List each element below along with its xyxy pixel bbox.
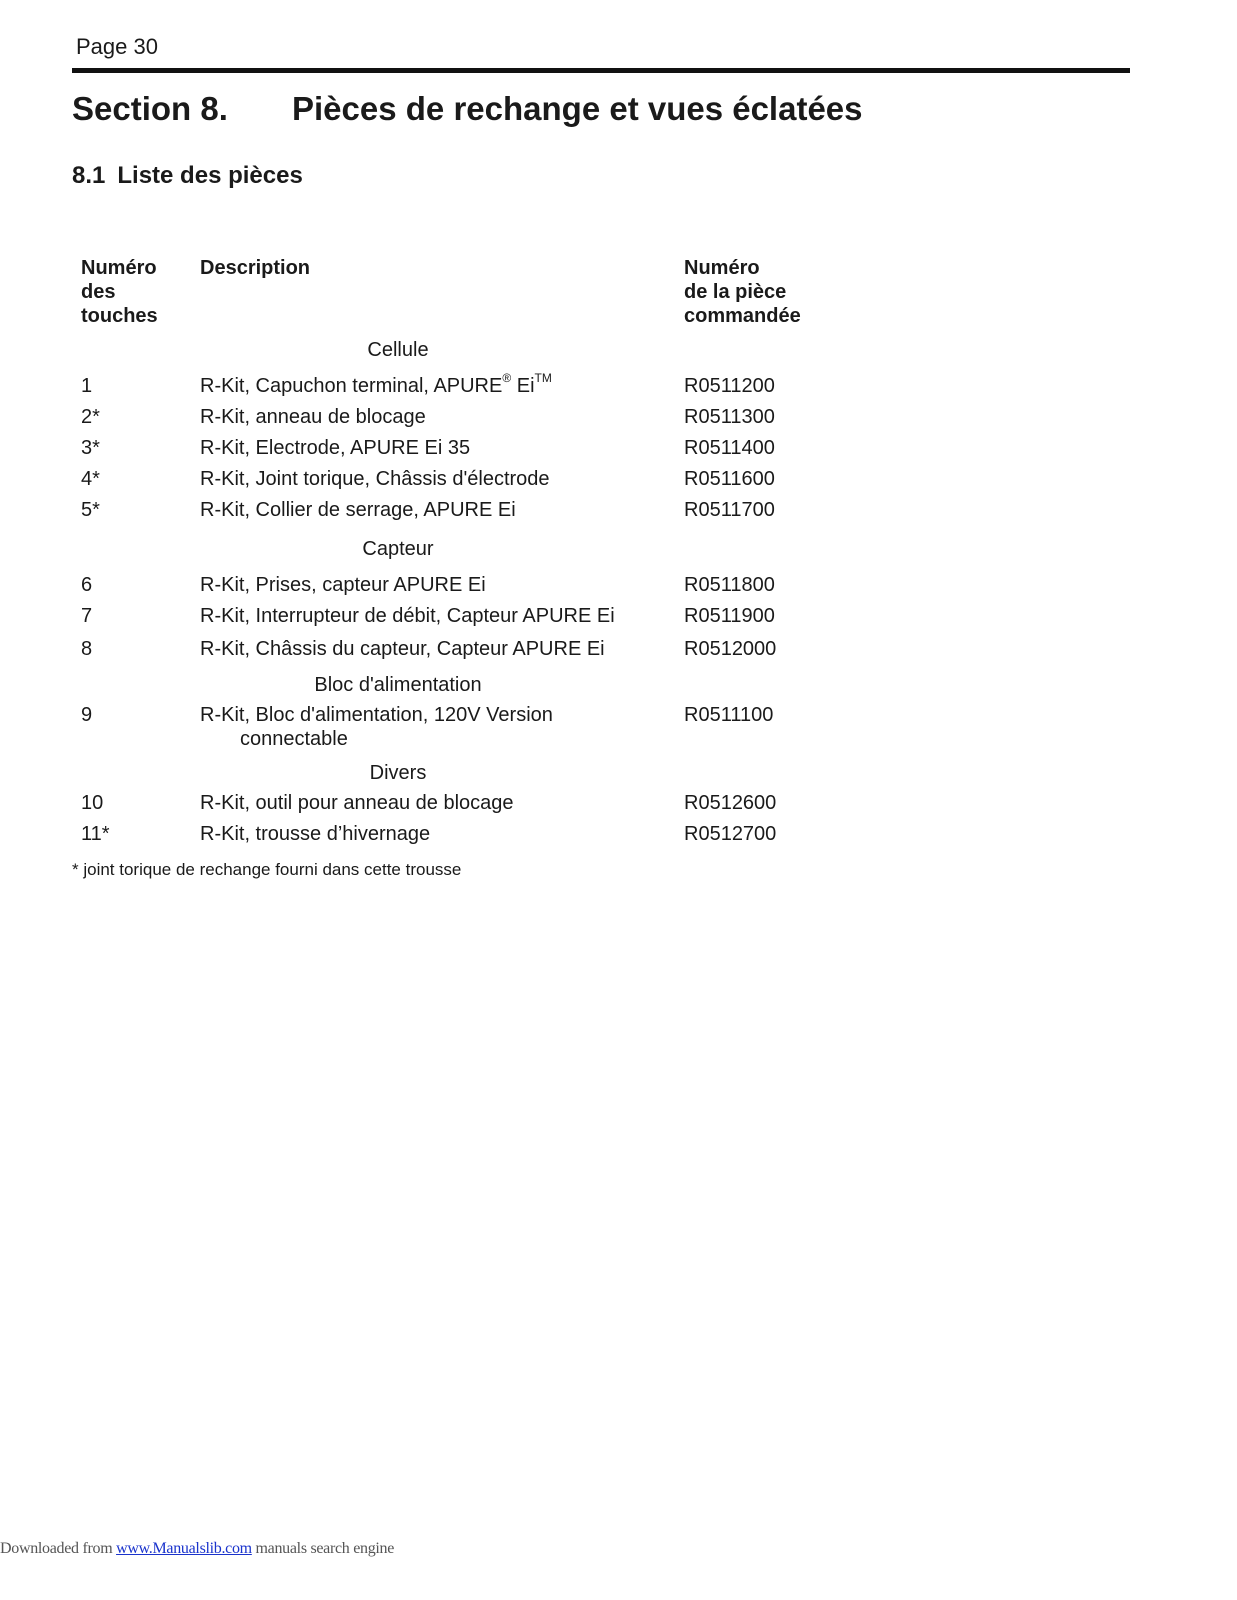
- row-key: 2*: [81, 406, 100, 428]
- table-row: [81, 371, 841, 405]
- row-part-number: R0511800: [684, 574, 775, 596]
- row-description: R-Kit, anneau de blocage: [200, 406, 426, 428]
- row-part-number: R0512000: [684, 638, 777, 660]
- section-heading: Pièces de rechange et vues éclatées: [292, 90, 863, 127]
- row-key: 9: [81, 704, 93, 726]
- manualslib-link[interactable]: www.Manualslib.com: [116, 1540, 252, 1557]
- group-title-bloc-alimentation: Bloc d'alimentation: [314, 674, 482, 696]
- header-part-line: Numéro: [684, 257, 760, 279]
- row-description: R-Kit, Interrupteur de débit, Capteur APURE Ei: [200, 605, 615, 627]
- header-part-line: commandée: [684, 305, 801, 327]
- download-banner: [0, 1540, 394, 1558]
- table-row: [81, 637, 841, 673]
- row-part-number: R0511900: [684, 605, 775, 627]
- row-description-text: Ei: [511, 375, 535, 397]
- header-key-number: [81, 256, 191, 328]
- table-row: [81, 822, 841, 853]
- subsection-heading: Liste des pièces: [117, 162, 303, 189]
- row-description: R-Kit, outil pour anneau de blocage: [200, 792, 514, 814]
- header-part-number: [684, 256, 801, 328]
- row-part-number: R0511200: [684, 375, 775, 397]
- header-description: Description: [200, 257, 311, 279]
- registered-mark: ®: [502, 371, 512, 386]
- row-description-text: R-Kit, Capuchon terminal, APURE: [200, 375, 503, 397]
- subsection-number: 8.1: [72, 162, 106, 189]
- row-description: [200, 371, 670, 398]
- download-prefix: Downloaded from: [0, 1540, 117, 1557]
- subsection-title: [72, 162, 303, 190]
- row-key: 6: [81, 574, 93, 596]
- footnote: * joint torique de rechange fourni dans cette trousse: [72, 860, 462, 879]
- row-key: 1: [81, 375, 93, 397]
- row-description: [200, 703, 670, 751]
- row-description-text: R-Kit, Bloc d'alimentation, 120V Version: [200, 704, 553, 726]
- table-header: [81, 256, 841, 336]
- row-description: R-Kit, Electrode, APURE Ei 35: [200, 437, 471, 459]
- row-part-number: R0511300: [684, 406, 775, 428]
- row-key: 7: [81, 605, 93, 627]
- row-description: R-Kit, trousse d’hivernage: [200, 823, 431, 845]
- parts-table: [81, 256, 841, 853]
- row-part-number: R0511100: [684, 704, 774, 726]
- trademark-mark: TM: [534, 371, 552, 386]
- row-description: R-Kit, Joint torique, Châssis d'électrode: [200, 468, 550, 490]
- row-description-continuation: connectable: [240, 728, 348, 750]
- group-title-capteur: Capteur: [362, 538, 434, 560]
- table-row: [81, 573, 841, 604]
- row-key: 5*: [81, 499, 100, 521]
- row-part-number: R0512700: [684, 823, 777, 845]
- table-row: [81, 791, 841, 822]
- table-row: [81, 405, 841, 436]
- row-part-number: R0511400: [684, 437, 775, 459]
- row-description: R-Kit, Prises, capteur APURE Ei: [200, 574, 486, 596]
- header-key-line: Numéro: [81, 257, 157, 279]
- header-rule: [72, 68, 1130, 73]
- row-key: 8: [81, 638, 93, 660]
- row-key: 3*: [81, 437, 100, 459]
- section-number: Section 8.: [72, 90, 228, 127]
- row-key: 10: [81, 792, 104, 814]
- table-row: [81, 703, 841, 759]
- table-row: [81, 498, 841, 529]
- table-row: [81, 467, 841, 498]
- row-part-number: R0511600: [684, 468, 775, 490]
- row-description: R-Kit, Châssis du capteur, Capteur APURE Ei: [200, 638, 605, 660]
- header-key-line: des: [81, 281, 116, 303]
- header-key-line: touches: [81, 305, 158, 327]
- row-key: 11*: [81, 823, 110, 845]
- group-title-cellule: Cellule: [367, 339, 429, 361]
- section-title: [72, 90, 863, 128]
- table-row: [81, 436, 841, 467]
- row-description: R-Kit, Collier de serrage, APURE Ei: [200, 499, 516, 521]
- page-number: Page 30: [76, 34, 158, 59]
- row-key: 4*: [81, 468, 100, 490]
- download-suffix: manuals search engine: [251, 1540, 395, 1557]
- table-row: [81, 604, 841, 635]
- row-part-number: R0512600: [684, 792, 777, 814]
- row-part-number: R0511700: [684, 499, 775, 521]
- group-title-divers: Divers: [369, 762, 427, 784]
- header-part-line: de la pièce: [684, 281, 787, 303]
